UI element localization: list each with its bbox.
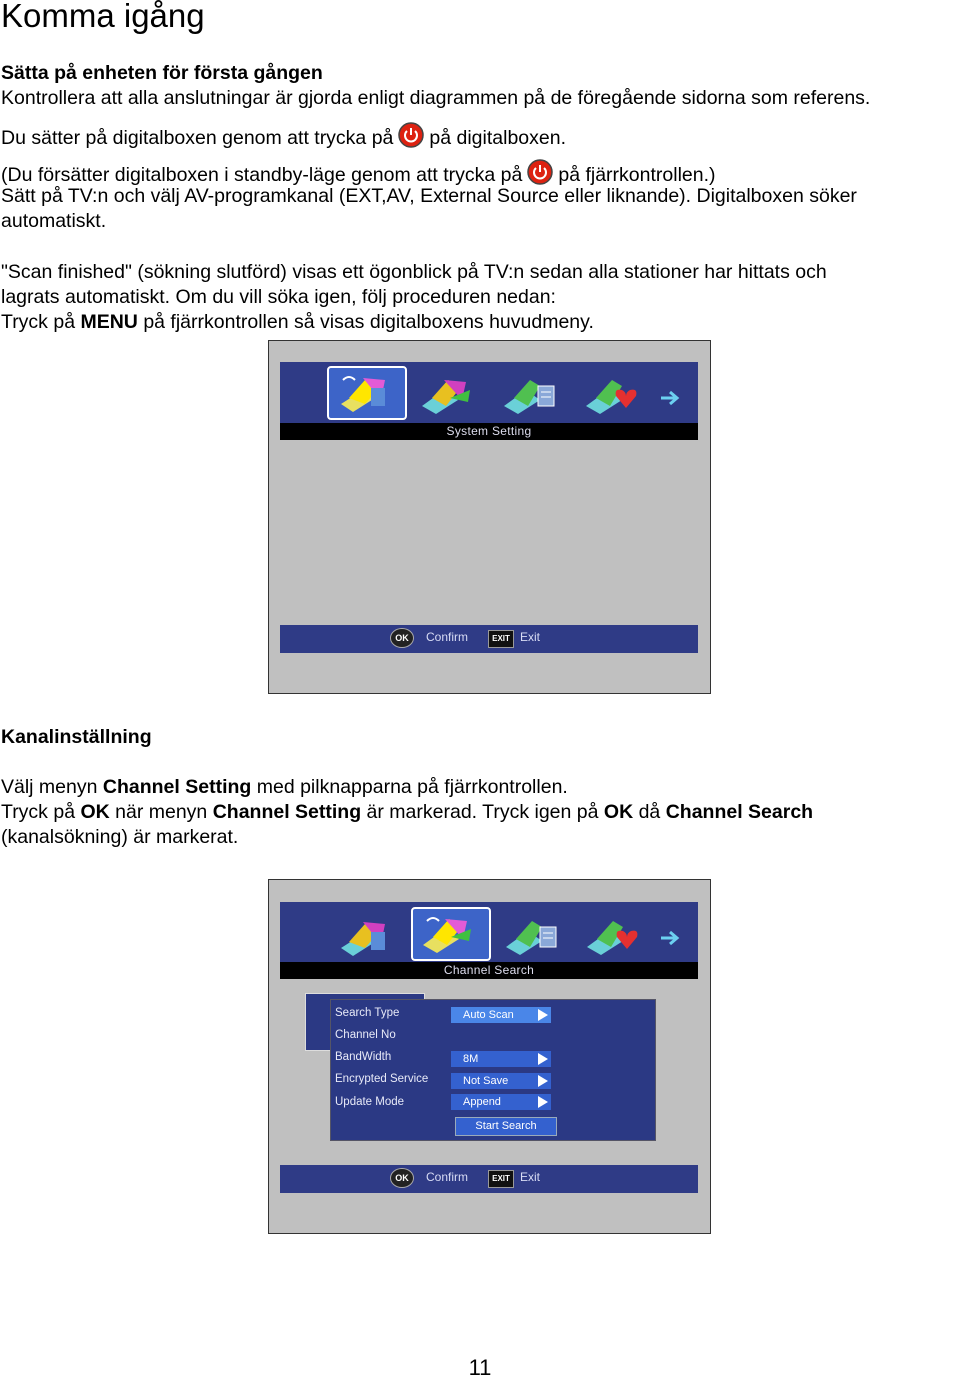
bandwidth-value[interactable]: [451, 1051, 551, 1067]
exit-label: Exit: [520, 630, 541, 644]
paragraph-tv-av: Sätt på TV:n och välj AV-programkanal (EXT,AV, External Source eller liknande). Digitalboxen söker: [1, 185, 857, 207]
arrow-right-icon: [660, 930, 682, 946]
right-arrow-icon: [538, 1009, 548, 1021]
channel-search-panel: [330, 999, 656, 1141]
favorite-icon[interactable]: [582, 372, 642, 416]
screen-channel-search: [268, 879, 711, 1234]
text-standby-b: på fjärrkontrollen.): [558, 164, 716, 186]
text-menu-key: MENU: [80, 311, 138, 333]
paragraph-select-menu: [1, 775, 568, 800]
search-type-value[interactable]: [451, 1007, 551, 1023]
information-icon[interactable]: [500, 372, 560, 416]
system-setting-icon[interactable]: [335, 370, 395, 414]
menu-icon-bar: [280, 362, 698, 424]
update-mode-label: Update Mode: [335, 1096, 405, 1108]
page-number: 11: [468, 1355, 492, 1380]
update-mode-value[interactable]: [451, 1094, 551, 1110]
encrypted-service-label: Encrypted Service: [335, 1073, 429, 1085]
text-menu-a: Tryck på: [1, 311, 76, 333]
text-press-a: Tryck på: [1, 801, 76, 823]
text-press-g: då: [638, 801, 661, 823]
confirm-label: Confirm: [426, 630, 469, 644]
footer-bar: [280, 625, 698, 653]
paragraph-menu: [1, 310, 594, 335]
text-press-c: när menyn: [115, 801, 208, 823]
encrypted-service-value[interactable]: [451, 1073, 551, 1089]
bandwidth-text: 8M: [463, 1053, 479, 1065]
menu-caption: Channel Search: [280, 962, 698, 979]
paragraph-scan-finished: "Scan finished" (sökning slutförd) visas ett ögonblick på TV:n sedan alla stationer har hittats och: [1, 261, 827, 283]
text-power-on-a: Du sätter på digitalboxen genom att trycka på: [1, 127, 394, 149]
menu-caption: System Setting: [280, 423, 698, 440]
paragraph-connections: Kontrollera att alla anslutningar är gjorda enligt diagrammen på de föregående sidorna som referens.: [1, 87, 871, 109]
ok-button[interactable]: OK: [390, 1168, 414, 1188]
bandwidth-label: BandWidth: [335, 1051, 392, 1063]
screen-system-setting: [268, 340, 711, 694]
menu-icon-bar: [280, 902, 698, 964]
section-heading-channel: Kanalinställning: [1, 726, 152, 748]
text-press-h: Channel Search: [665, 801, 814, 823]
paragraph-press-ok-cont: (kanalsökning) är markerat.: [1, 826, 239, 848]
ok-button[interactable]: OK: [390, 628, 414, 648]
arrow-right-icon: [660, 390, 682, 406]
update-mode-text: Append: [463, 1096, 501, 1108]
right-arrow-icon: [538, 1096, 548, 1108]
paragraph-tv-av-cont: automatiskt.: [1, 210, 107, 232]
paragraph-scan-finished-cont: lagrats automatiskt. Om du vill söka igen, följ proceduren nedan:: [1, 286, 556, 308]
text-press-f: OK: [603, 801, 634, 823]
page-title: Komma igång: [1, 0, 205, 34]
paragraph-press-ok: [1, 800, 813, 825]
text-press-b: OK: [80, 801, 110, 823]
paragraph-power-on: [1, 122, 566, 151]
text-menu-c: på fjärrkontrollen så visas digitalboxens huvudmeny.: [143, 311, 594, 333]
system-setting-icon[interactable]: [335, 914, 395, 958]
text-power-on-b: på digitalboxen.: [429, 127, 566, 149]
information-icon[interactable]: [502, 913, 562, 957]
channel-no-label: Channel No: [335, 1029, 396, 1041]
text-select-c: med pilknapparna på fjärrkontrollen.: [256, 776, 568, 798]
search-type-text: Auto Scan: [463, 1009, 514, 1021]
favorite-icon[interactable]: [583, 913, 643, 957]
footer-bar: [280, 1165, 698, 1193]
text-select-b: Channel Setting: [102, 776, 252, 798]
confirm-label: Confirm: [426, 1170, 469, 1184]
text-press-d: Channel Setting: [212, 801, 362, 823]
right-arrow-icon: [538, 1053, 548, 1065]
exit-button[interactable]: EXIT: [488, 630, 514, 648]
right-arrow-icon: [538, 1075, 548, 1087]
power-icon: [397, 122, 425, 148]
power-icon: [526, 159, 554, 185]
channel-setting-icon[interactable]: [419, 911, 479, 955]
section-heading-first-start: Sätta på enheten för första gången: [1, 62, 323, 84]
encrypted-service-text: Not Save: [463, 1075, 509, 1087]
channel-setting-icon[interactable]: [418, 372, 478, 416]
text-select-a: Välj menyn: [1, 776, 98, 798]
exit-label: Exit: [520, 1170, 541, 1184]
text-standby-a: (Du försätter digitalboxen i standby-läge genom att trycka på: [1, 164, 523, 186]
start-search-button[interactable]: Start Search: [455, 1117, 557, 1136]
text-press-e: är markerad. Tryck igen på: [366, 801, 599, 823]
exit-button[interactable]: EXIT: [488, 1170, 514, 1188]
search-type-label: Search Type: [335, 1007, 400, 1019]
